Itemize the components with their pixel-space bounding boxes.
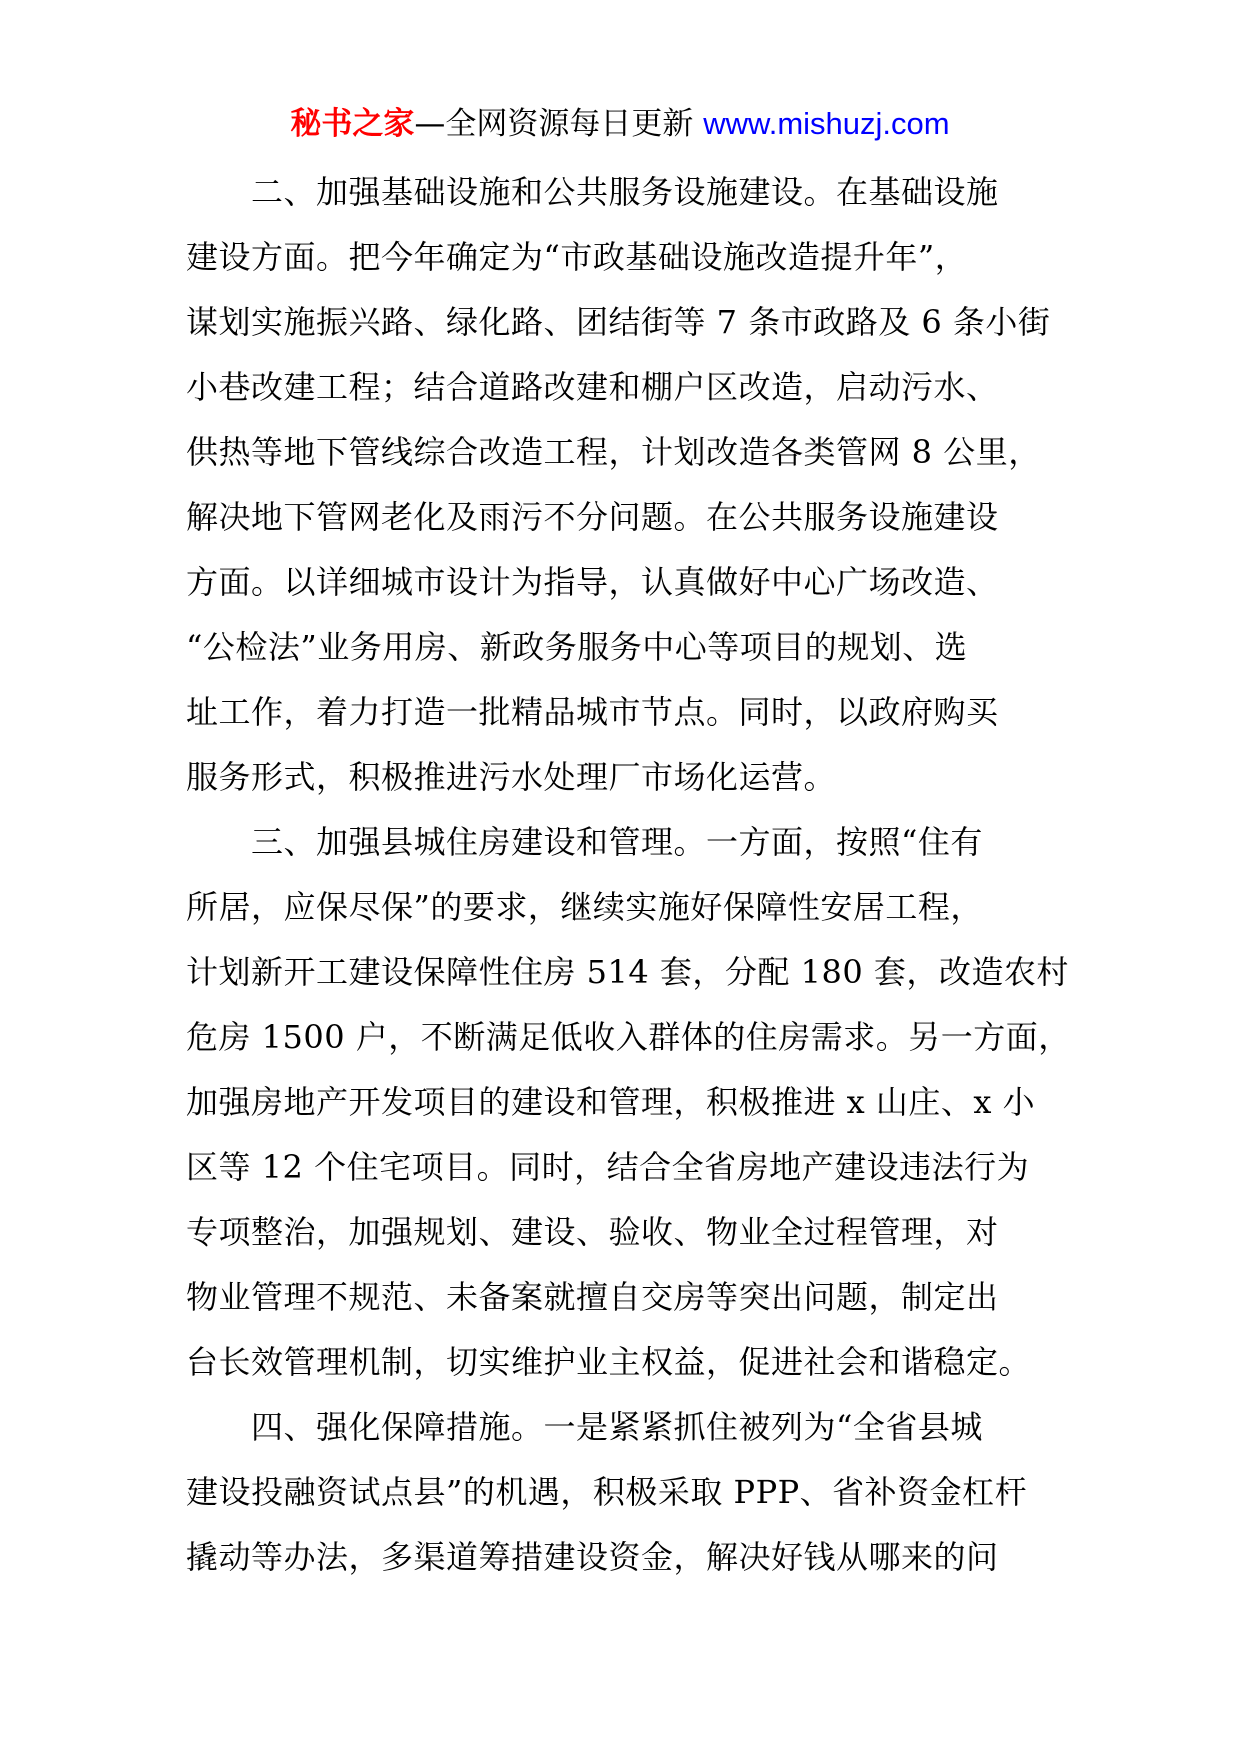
text-line: 危房 1500 户，不断满足低收入群体的住房需求。另一方面， xyxy=(186,1018,1071,1056)
text-line: 二、加强基础设施和公共服务设施建设。在基础设施 xyxy=(186,173,999,211)
text-line: 建设方面。把今年确定为“市政基础设施改造提升年”， xyxy=(186,238,968,276)
text-line: 所居，应保尽保”的要求，继续实施好保障性安居工程， xyxy=(186,888,983,926)
text-line: 三、加强县城住房建设和管理。一方面，按照“住有 xyxy=(186,823,983,861)
text-line: 建设投融资试点县”的机遇，积极采取 PPP、省补资金杠杆 xyxy=(186,1473,1028,1511)
text-line: 加强房地产开发项目的建设和管理，积极推进 x 山庄、x 小 xyxy=(186,1083,1036,1121)
text-line: 供热等地下管线综合改造工程，计划改造各类管网 8 公里， xyxy=(186,433,1041,471)
text-line: 小巷改建工程；结合道路改建和棚户区改造，启动污水、 xyxy=(186,368,999,406)
text-line: 服务形式，积极推进污水处理厂市场化运营。 xyxy=(186,758,837,796)
site-tagline: —全网资源每日更新 xyxy=(414,106,694,142)
text-line: 台长效管理机制，切实维护业主权益，促进社会和谐稳定。 xyxy=(186,1343,1032,1381)
site-brand: 秘书之家 xyxy=(290,106,415,142)
document-body xyxy=(186,160,1086,1590)
text-line: 解决地下管网老化及雨污不分问题。在公共服务设施建设 xyxy=(186,498,999,536)
text-line: 址工作，着力打造一批精品城市节点。同时，以政府购买 xyxy=(186,693,999,731)
text-line: 谋划实施振兴路、绿化路、团结街等 7 条市政路及 6 条小街 xyxy=(186,303,1051,341)
text-line: 物业管理不规范、未备案就擅自交房等突出问题，制定出 xyxy=(186,1278,999,1316)
text-line: 专项整治，加强规划、建设、验收、物业全过程管理，对 xyxy=(186,1213,999,1251)
text-line: “公检法”业务用房、新政务服务中心等项目的规划、选 xyxy=(186,628,968,666)
site-url-link[interactable]: www.mishuzj.com xyxy=(703,106,950,141)
text-line: 撬动等办法，多渠道筹措建设资金，解决好钱从哪来的问 xyxy=(186,1538,999,1576)
text-line: 方面。以详细城市设计为指导，认真做好中心广场改造、 xyxy=(186,563,999,601)
text-line: 区等 12 个住宅项目。同时，结合全省房地产建设违法行为 xyxy=(186,1148,1030,1186)
text-line: 四、强化保障措施。一是紧紧抓住被列为“全省县城 xyxy=(186,1408,983,1446)
text-line: 计划新开工建设保障性住房 514 套，分配 180 套，改造农村 xyxy=(186,953,1069,991)
page-header xyxy=(0,104,1240,144)
